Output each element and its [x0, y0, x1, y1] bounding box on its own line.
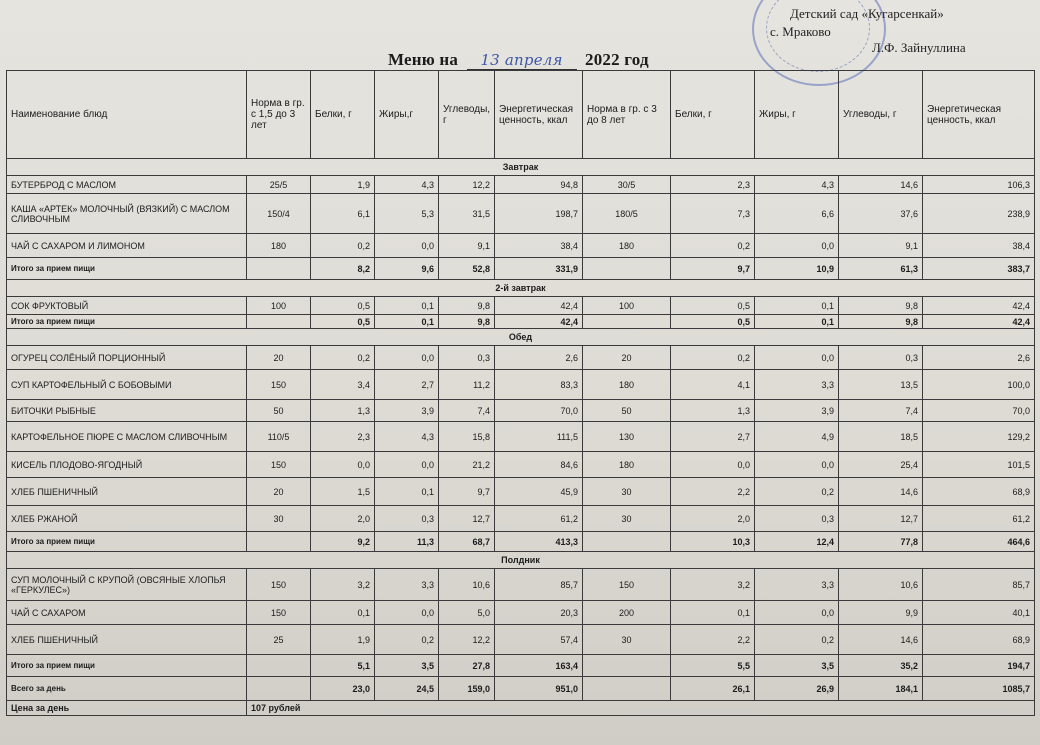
cell-energy-1: 951,0: [495, 677, 583, 701]
cell-energy-2: 85,7: [923, 569, 1035, 601]
cell-fat-1: 0,2: [375, 625, 439, 655]
cell-dish-name: БУТЕРБРОД С МАСЛОМ: [7, 176, 247, 194]
cell-energy-1: 111,5: [495, 422, 583, 452]
cell-protein-1: 2,3: [311, 422, 375, 452]
col-carbs-1: Углеводы, г: [439, 71, 495, 159]
cell-dish-name: Всего за день: [7, 677, 247, 701]
cell-protein-1: 0,2: [311, 346, 375, 370]
col-energy-2: Энергетическая ценность, ккал: [923, 71, 1035, 159]
cell-energy-1: 70,0: [495, 400, 583, 422]
cell-dish-name: СУП КАРТОФЕЛЬНЫЙ С БОБОВЫМИ: [7, 370, 247, 400]
cell-dish-name: КАРТОФЕЛЬНОЕ ПЮРЕ С МАСЛОМ СЛИВОЧНЫМ: [7, 422, 247, 452]
cell-fat-1: 0,0: [375, 452, 439, 478]
cell-fat-1: 24,5: [375, 677, 439, 701]
cell-energy-1: 85,7: [495, 569, 583, 601]
cell-protein-1: 9,2: [311, 532, 375, 552]
cell-carbs-2: 37,6: [839, 194, 923, 234]
cell-protein-2: 2,2: [671, 478, 755, 506]
col-name: Наименование блюд: [7, 71, 247, 159]
cell-fat-2: 0,0: [755, 452, 839, 478]
cell-dish-name: ХЛЕБ ПШЕНИЧНЫЙ: [7, 478, 247, 506]
cell-carbs-1: 5,0: [439, 601, 495, 625]
col-protein-2: Белки, г: [671, 71, 755, 159]
cell-norm-3-8: 30: [583, 625, 671, 655]
cell-dish-name: ХЛЕБ РЖАНОЙ: [7, 506, 247, 532]
cell-carbs-2: 13,5: [839, 370, 923, 400]
cell-norm-1-3: 30: [247, 506, 311, 532]
cell-dish-name: Итого за прием пищи: [7, 532, 247, 552]
cell-protein-2: 0,2: [671, 234, 755, 258]
cell-protein-2: 4,1: [671, 370, 755, 400]
cell-carbs-1: 11,2: [439, 370, 495, 400]
cell-carbs-1: 9,7: [439, 478, 495, 506]
cell-protein-2: 0,5: [671, 315, 755, 329]
cell-fat-1: 0,1: [375, 297, 439, 315]
cell-energy-2: 194,7: [923, 655, 1035, 677]
cell-norm-1-3: 25/5: [247, 176, 311, 194]
cell-energy-1: 94,8: [495, 176, 583, 194]
section-row: [7, 329, 1035, 346]
cell-dish-name: ЧАЙ С САХАРОМ: [7, 601, 247, 625]
cell-protein-2: 2,3: [671, 176, 755, 194]
cell-dish-name: Итого за прием пищи: [7, 655, 247, 677]
table-row: [7, 569, 1035, 601]
cell-fat-1: 3,9: [375, 400, 439, 422]
cell-carbs-2: 61,3: [839, 258, 923, 280]
cell-fat-1: 4,3: [375, 422, 439, 452]
cell-energy-1: 163,4: [495, 655, 583, 677]
cell-protein-2: 2,7: [671, 422, 755, 452]
cell-carbs-2: 18,5: [839, 422, 923, 452]
cell-fat-2: 0,0: [755, 234, 839, 258]
cell-norm-1-3: 20: [247, 478, 311, 506]
cell-energy-2: 42,4: [923, 315, 1035, 329]
col-fat-2: Жиры, г: [755, 71, 839, 159]
cell-energy-1: 42,4: [495, 315, 583, 329]
table-row: [7, 478, 1035, 506]
cell-norm-3-8: 30: [583, 506, 671, 532]
cell-norm-1-3: [247, 315, 311, 329]
cell-norm-3-8: 30/5: [583, 176, 671, 194]
price-value: 107 рублей: [247, 701, 1035, 716]
price-label: Цена за день: [7, 701, 247, 716]
cell-energy-1: 83,3: [495, 370, 583, 400]
cell-carbs-1: 9,8: [439, 297, 495, 315]
cell-norm-3-8: 20: [583, 346, 671, 370]
cell-carbs-2: 10,6: [839, 569, 923, 601]
cell-dish-name: СОК ФРУКТОВЫЙ: [7, 297, 247, 315]
cell-energy-2: 383,7: [923, 258, 1035, 280]
cell-carbs-1: 0,3: [439, 346, 495, 370]
cell-carbs-2: 9,8: [839, 297, 923, 315]
cell-carbs-2: 9,9: [839, 601, 923, 625]
cell-energy-1: 61,2: [495, 506, 583, 532]
cell-norm-3-8: 100: [583, 297, 671, 315]
cell-protein-1: 0,1: [311, 601, 375, 625]
col-carbs-2: Углеводы, г: [839, 71, 923, 159]
cell-fat-1: 11,3: [375, 532, 439, 552]
cell-protein-1: 1,9: [311, 625, 375, 655]
price-row: [7, 701, 1035, 716]
cell-norm-3-8: 200: [583, 601, 671, 625]
cell-carbs-2: 12,7: [839, 506, 923, 532]
cell-protein-2: 5,5: [671, 655, 755, 677]
cell-norm-3-8: 130: [583, 422, 671, 452]
cell-protein-1: 0,5: [311, 297, 375, 315]
cell-fat-1: 3,3: [375, 569, 439, 601]
cell-fat-2: 6,6: [755, 194, 839, 234]
cell-protein-1: 23,0: [311, 677, 375, 701]
cell-protein-1: 1,3: [311, 400, 375, 422]
cell-dish-name: КАША «АРТЕК» МОЛОЧНЫЙ (ВЯЗКИЙ) С МАСЛОМ СЛИВОЧНЫМ: [7, 194, 247, 234]
cell-dish-name: Итого за прием пищи: [7, 315, 247, 329]
cell-protein-2: 7,3: [671, 194, 755, 234]
cell-dish-name: БИТОЧКИ РЫБНЫЕ: [7, 400, 247, 422]
cell-energy-1: 331,9: [495, 258, 583, 280]
cell-protein-2: 9,7: [671, 258, 755, 280]
cell-carbs-2: 14,6: [839, 625, 923, 655]
table-row: [7, 400, 1035, 422]
cell-norm-3-8: [583, 655, 671, 677]
cell-protein-2: 0,1: [671, 601, 755, 625]
cell-fat-2: 26,9: [755, 677, 839, 701]
section-snack: Полдник: [7, 552, 1035, 569]
cell-protein-2: 10,3: [671, 532, 755, 552]
cell-energy-2: 68,9: [923, 625, 1035, 655]
cell-carbs-1: 52,8: [439, 258, 495, 280]
table-row: [7, 625, 1035, 655]
cell-norm-3-8: 50: [583, 400, 671, 422]
cell-carbs-1: 31,5: [439, 194, 495, 234]
cell-energy-1: 198,7: [495, 194, 583, 234]
total-row: [7, 655, 1035, 677]
cell-norm-1-3: 150: [247, 370, 311, 400]
cell-norm-1-3: [247, 677, 311, 701]
cell-norm-1-3: 150: [247, 452, 311, 478]
cell-energy-1: 20,3: [495, 601, 583, 625]
cell-protein-1: 3,2: [311, 569, 375, 601]
cell-fat-1: 3,5: [375, 655, 439, 677]
cell-protein-2: 0,5: [671, 297, 755, 315]
cell-norm-1-3: 25: [247, 625, 311, 655]
cell-fat-2: 12,4: [755, 532, 839, 552]
cell-carbs-1: 27,8: [439, 655, 495, 677]
cell-protein-1: 1,9: [311, 176, 375, 194]
cell-protein-1: 3,4: [311, 370, 375, 400]
section-row: [7, 552, 1035, 569]
cell-carbs-1: 7,4: [439, 400, 495, 422]
col-norm-3-8: Норма в гр. с 3 до 8 лет: [583, 71, 671, 159]
head-name: Л.Ф. Зайнуллина: [872, 40, 966, 55]
cell-fat-2: 0,3: [755, 506, 839, 532]
cell-fat-2: 0,1: [755, 297, 839, 315]
cell-energy-2: 129,2: [923, 422, 1035, 452]
cell-carbs-1: 15,8: [439, 422, 495, 452]
cell-fat-1: 0,1: [375, 478, 439, 506]
cell-norm-1-3: 150: [247, 569, 311, 601]
table-row: [7, 234, 1035, 258]
cell-fat-2: 0,2: [755, 625, 839, 655]
cell-norm-1-3: 50: [247, 400, 311, 422]
cell-norm-3-8: 180: [583, 370, 671, 400]
cell-protein-2: 0,0: [671, 452, 755, 478]
cell-protein-1: 0,2: [311, 234, 375, 258]
cell-fat-2: 3,5: [755, 655, 839, 677]
cell-energy-2: 2,6: [923, 346, 1035, 370]
cell-energy-2: 38,4: [923, 234, 1035, 258]
cell-fat-1: 0,0: [375, 601, 439, 625]
title-prefix: Меню на: [388, 50, 459, 69]
cell-norm-1-3: 110/5: [247, 422, 311, 452]
cell-carbs-2: 77,8: [839, 532, 923, 552]
table-row: [7, 176, 1035, 194]
cell-dish-name: Итого за прием пищи: [7, 258, 247, 280]
cell-energy-1: 42,4: [495, 297, 583, 315]
cell-norm-1-3: 150: [247, 601, 311, 625]
cell-fat-1: 2,7: [375, 370, 439, 400]
cell-fat-1: 0,1: [375, 315, 439, 329]
cell-protein-2: 0,2: [671, 346, 755, 370]
cell-carbs-1: 68,7: [439, 532, 495, 552]
cell-carbs-2: 0,3: [839, 346, 923, 370]
cell-carbs-1: 159,0: [439, 677, 495, 701]
cell-protein-2: 3,2: [671, 569, 755, 601]
cell-carbs-2: 35,2: [839, 655, 923, 677]
cell-protein-1: 2,0: [311, 506, 375, 532]
cell-protein-1: 8,2: [311, 258, 375, 280]
cell-energy-2: 70,0: [923, 400, 1035, 422]
cell-energy-2: 238,9: [923, 194, 1035, 234]
cell-carbs-1: 12,7: [439, 506, 495, 532]
cell-protein-1: 1,5: [311, 478, 375, 506]
cell-dish-name: ОГУРЕЦ СОЛЁНЫЙ ПОРЦИОННЫЙ: [7, 346, 247, 370]
table-row: [7, 601, 1035, 625]
cell-carbs-2: 7,4: [839, 400, 923, 422]
section-row: [7, 159, 1035, 176]
table-row: [7, 452, 1035, 478]
page-title: [388, 50, 649, 70]
cell-norm-1-3: [247, 258, 311, 280]
cell-carbs-1: 21,2: [439, 452, 495, 478]
menu-table: [6, 70, 1035, 716]
cell-fat-1: 0,3: [375, 506, 439, 532]
col-norm-1-3: Норма в гр. с 1,5 до 3 лет: [247, 71, 311, 159]
cell-dish-name: КИСЕЛЬ ПЛОДОВО-ЯГОДНЫЙ: [7, 452, 247, 478]
cell-protein-1: 6,1: [311, 194, 375, 234]
cell-fat-1: 5,3: [375, 194, 439, 234]
cell-energy-1: 57,4: [495, 625, 583, 655]
section-breakfast: Завтрак: [7, 159, 1035, 176]
cell-norm-3-8: 180/5: [583, 194, 671, 234]
cell-protein-2: 2,2: [671, 625, 755, 655]
table-row: [7, 506, 1035, 532]
cell-energy-2: 100,0: [923, 370, 1035, 400]
cell-carbs-2: 9,8: [839, 315, 923, 329]
table-row: [7, 194, 1035, 234]
cell-energy-1: 413,3: [495, 532, 583, 552]
table-header-row: [7, 71, 1035, 159]
table-row: [7, 422, 1035, 452]
cell-norm-3-8: [583, 258, 671, 280]
cell-energy-1: 45,9: [495, 478, 583, 506]
cell-norm-3-8: 30: [583, 478, 671, 506]
cell-energy-1: 38,4: [495, 234, 583, 258]
cell-dish-name: СУП МОЛОЧНЫЙ С КРУПОЙ (ОВСЯНЫЕ ХЛОПЬЯ «ГЕРКУЛЕС»): [7, 569, 247, 601]
cell-energy-1: 2,6: [495, 346, 583, 370]
cell-norm-3-8: 180: [583, 452, 671, 478]
table-row: [7, 370, 1035, 400]
section-lunch: Обед: [7, 329, 1035, 346]
cell-fat-2: 4,9: [755, 422, 839, 452]
cell-energy-2: 464,6: [923, 532, 1035, 552]
cell-protein-1: 0,0: [311, 452, 375, 478]
org-name: Детский сад «Кугарсенкай»: [790, 6, 944, 21]
cell-carbs-2: 14,6: [839, 478, 923, 506]
table-row: [7, 346, 1035, 370]
cell-norm-3-8: [583, 315, 671, 329]
cell-norm-1-3: [247, 532, 311, 552]
handwritten-date: 13 апреля: [467, 51, 577, 70]
cell-energy-2: 68,9: [923, 478, 1035, 506]
cell-fat-2: 10,9: [755, 258, 839, 280]
cell-dish-name: ЧАЙ С САХАРОМ И ЛИМОНОМ: [7, 234, 247, 258]
day-total-row: [7, 677, 1035, 701]
location: с. Мраково: [770, 24, 831, 39]
cell-fat-2: 0,0: [755, 346, 839, 370]
section-row: [7, 280, 1035, 297]
cell-carbs-2: 184,1: [839, 677, 923, 701]
total-row: [7, 315, 1035, 329]
col-energy-1: Энергетическая ценность, ккал: [495, 71, 583, 159]
cell-energy-2: 40,1: [923, 601, 1035, 625]
cell-energy-2: 1085,7: [923, 677, 1035, 701]
cell-carbs-1: 9,8: [439, 315, 495, 329]
cell-energy-2: 42,4: [923, 297, 1035, 315]
cell-norm-3-8: 180: [583, 234, 671, 258]
total-row: [7, 258, 1035, 280]
cell-norm-1-3: 20: [247, 346, 311, 370]
cell-protein-2: 1,3: [671, 400, 755, 422]
cell-norm-3-8: [583, 532, 671, 552]
cell-carbs-2: 14,6: [839, 176, 923, 194]
cell-energy-2: 101,5: [923, 452, 1035, 478]
cell-carbs-1: 12,2: [439, 176, 495, 194]
cell-fat-2: 4,3: [755, 176, 839, 194]
col-fat-1: Жиры,г: [375, 71, 439, 159]
col-protein-1: Белки, г: [311, 71, 375, 159]
cell-fat-2: 3,9: [755, 400, 839, 422]
cell-carbs-2: 25,4: [839, 452, 923, 478]
cell-protein-2: 26,1: [671, 677, 755, 701]
cell-fat-1: 0,0: [375, 234, 439, 258]
table-row: [7, 297, 1035, 315]
cell-fat-2: 0,0: [755, 601, 839, 625]
cell-carbs-2: 9,1: [839, 234, 923, 258]
cell-norm-3-8: 150: [583, 569, 671, 601]
cell-norm-1-3: 180: [247, 234, 311, 258]
cell-protein-2: 2,0: [671, 506, 755, 532]
cell-fat-2: 0,1: [755, 315, 839, 329]
cell-carbs-1: 10,6: [439, 569, 495, 601]
cell-norm-3-8: [583, 677, 671, 701]
cell-carbs-1: 12,2: [439, 625, 495, 655]
title-suffix: 2022 год: [585, 50, 649, 69]
cell-energy-2: 106,3: [923, 176, 1035, 194]
section-breakfast2: 2-й завтрак: [7, 280, 1035, 297]
cell-fat-2: 3,3: [755, 370, 839, 400]
cell-fat-1: 0,0: [375, 346, 439, 370]
cell-dish-name: ХЛЕБ ПШЕНИЧНЫЙ: [7, 625, 247, 655]
cell-fat-1: 9,6: [375, 258, 439, 280]
cell-protein-1: 0,5: [311, 315, 375, 329]
cell-fat-2: 0,2: [755, 478, 839, 506]
cell-energy-1: 84,6: [495, 452, 583, 478]
cell-protein-1: 5,1: [311, 655, 375, 677]
cell-norm-1-3: 100: [247, 297, 311, 315]
cell-fat-2: 3,3: [755, 569, 839, 601]
total-row: [7, 532, 1035, 552]
cell-fat-1: 4,3: [375, 176, 439, 194]
cell-energy-2: 61,2: [923, 506, 1035, 532]
cell-norm-1-3: [247, 655, 311, 677]
cell-norm-1-3: 150/4: [247, 194, 311, 234]
cell-carbs-1: 9,1: [439, 234, 495, 258]
